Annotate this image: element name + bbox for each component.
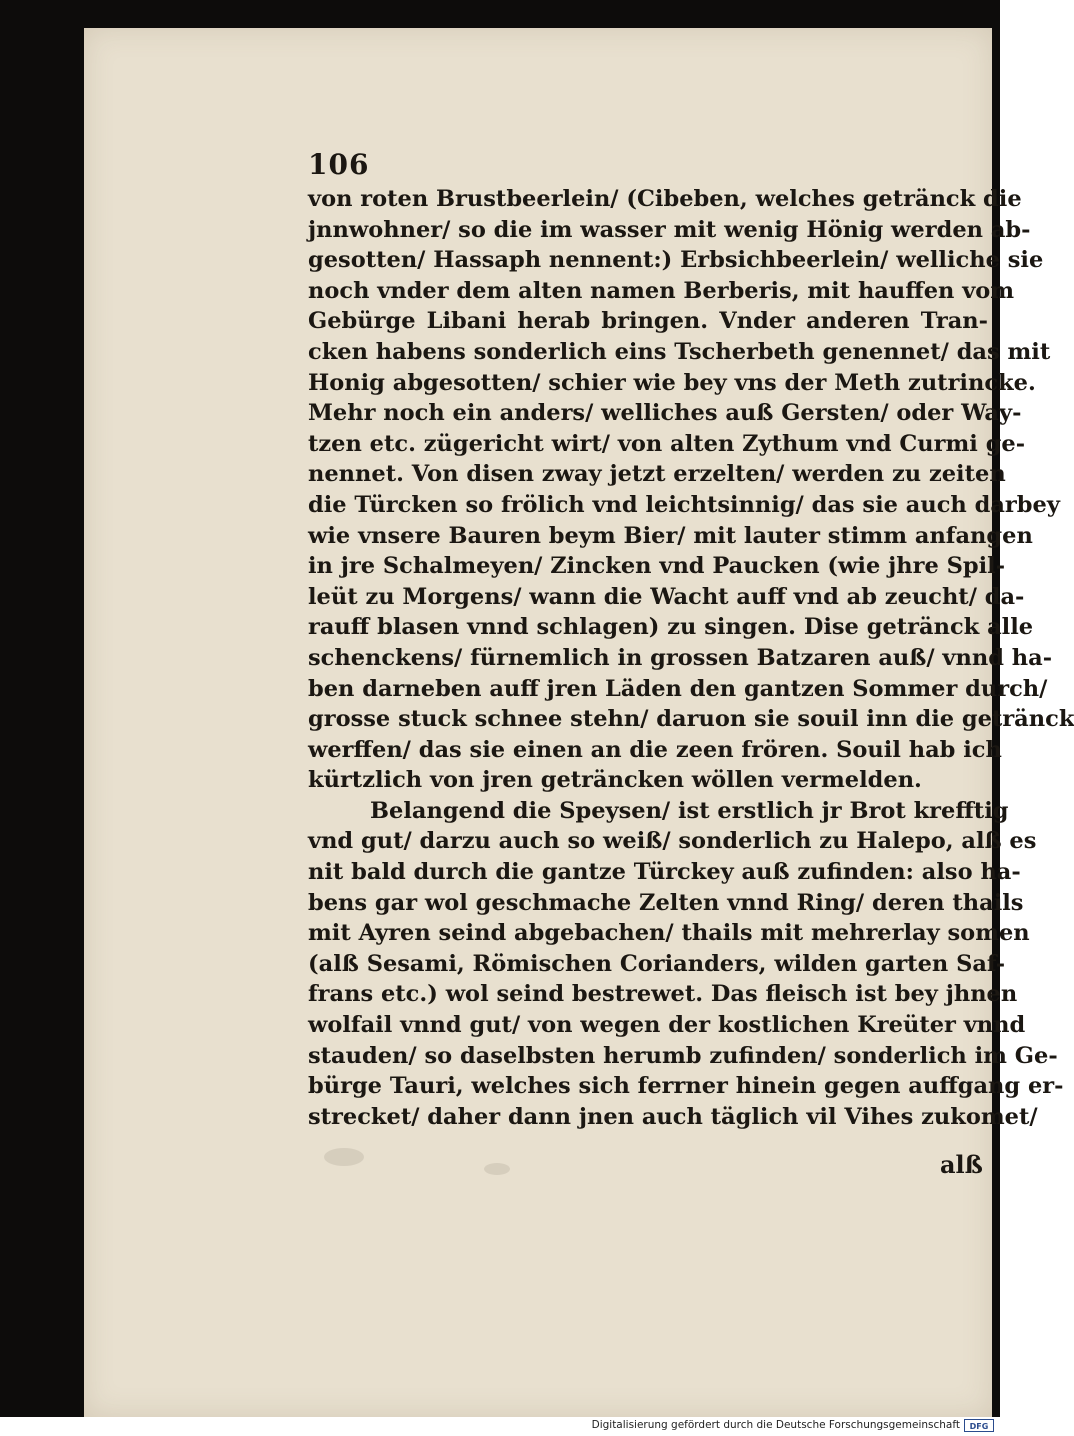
text-line: in jre Schalmeyen/ Zincken vnd Paucken (wie jhre Spil-	[308, 553, 1006, 580]
text-line: strecket/ daher dann jnen auch täglich vil Vihes zukomet/	[308, 1103, 1038, 1130]
stain	[324, 1148, 364, 1166]
text-line: bens gar wol geschmache Zelten vnnd Ring/ deren thails	[308, 889, 1024, 916]
text-line: nit bald durch die gantze Türckey auß zufinden: also ha-	[308, 859, 1021, 886]
text-line: kürtzlich von jren geträncken wöllen vermelden.	[308, 767, 922, 794]
text-line: wolfail vnnd gut/ von wegen der kostlichen Kreüter vnnd	[308, 1012, 1026, 1039]
text-line: von roten Brustbeerlein/ (Cibeben, welches getränck die	[308, 186, 1022, 212]
text-line: wie vnsere Bauren beym Bier/ mit lauter stimm anfangen	[308, 522, 1033, 549]
text-line: rauff blasen vnnd schlagen) zu singen. Dise getränck alle	[308, 614, 1034, 641]
text-line: tzen etc. zügericht wirt/ von alten Zythum vnd Curmi ge-	[308, 430, 1026, 457]
text-line: mit Ayren seind abgebachen/ thails mit mehrerlay somen	[308, 920, 1030, 947]
text-line: (alß Sesami, Römischen Corianders, wilden garten Saf-	[308, 950, 1006, 977]
body-text	[308, 184, 1074, 1132]
text-line: jnnwohner/ so die im wasser mit wenig Hönig werden ab-	[308, 216, 1031, 243]
text-line: nennet. Von disen zway jetzt erzelten/ werden zu zeiten	[308, 461, 1006, 488]
text-line: schenckens/ fürnemlich in grossen Batzaren auß/ vnnd ha-	[308, 644, 1053, 671]
catchword: alß	[940, 1150, 983, 1179]
text-line: Honig abgesotten/ schier wie bey vns der Meth zutrincke.	[308, 369, 1036, 396]
page-number: 106	[308, 148, 370, 181]
text-line: vnd gut/ darzu auch so weiß/ sonderlich zu Halepo, alß es	[308, 828, 1037, 855]
text-line: die Türcken so frölich vnd leichtsinnig/ das sie auch darbey	[308, 491, 1060, 518]
stain	[484, 1163, 510, 1175]
text-line: Belangend die Speysen/ ist erstlich jr Brot krefftig	[370, 797, 1009, 824]
text-line: gesotten/ Hassaph nennent:) Erbsichbeerlein/ welliche sie	[308, 247, 1044, 274]
text-line: stauden/ so daselbsten herumb zufinden/ sonderlich im Ge-	[308, 1042, 1058, 1069]
text-line: ben darneben auff jren Läden den gantzen Sommer durch/	[308, 675, 1048, 702]
text-line: werffen/ das sie einen an die zeen frören. Souil hab ich	[308, 736, 1002, 763]
text-line: leüt zu Morgens/ wann die Wacht auff vnd ab zeucht/ da-	[308, 583, 1025, 610]
footer-bar	[0, 1417, 1000, 1436]
text-line: frans etc.) wol seind bestrewet. Das fleisch ist bey jhnen	[308, 981, 1018, 1008]
text-line: Gebürge Libani herab bringen. Vnder anderen Tran-	[308, 308, 988, 335]
text-line: noch vnder dem alten namen Berberis, mit hauffen vom	[308, 277, 1015, 304]
text-line: cken habens sonderlich eins Tscherbeth genennet/ das mit	[308, 338, 1051, 365]
text-line: Mehr noch ein anders/ welliches auß Gersten/ oder Way-	[308, 400, 1022, 427]
dfg-logo-icon: DFG	[964, 1419, 994, 1432]
text-line: grosse stuck schnee stehn/ daruon sie souil inn die getränck	[308, 706, 1074, 733]
text-line: bürge Tauri, welches sich ferrner hinein gegen auffgang er-	[308, 1073, 1064, 1100]
footer-credit: Digitalisierung gefördert durch die Deutsche Forschungsgemeinschaft	[591, 1419, 960, 1431]
